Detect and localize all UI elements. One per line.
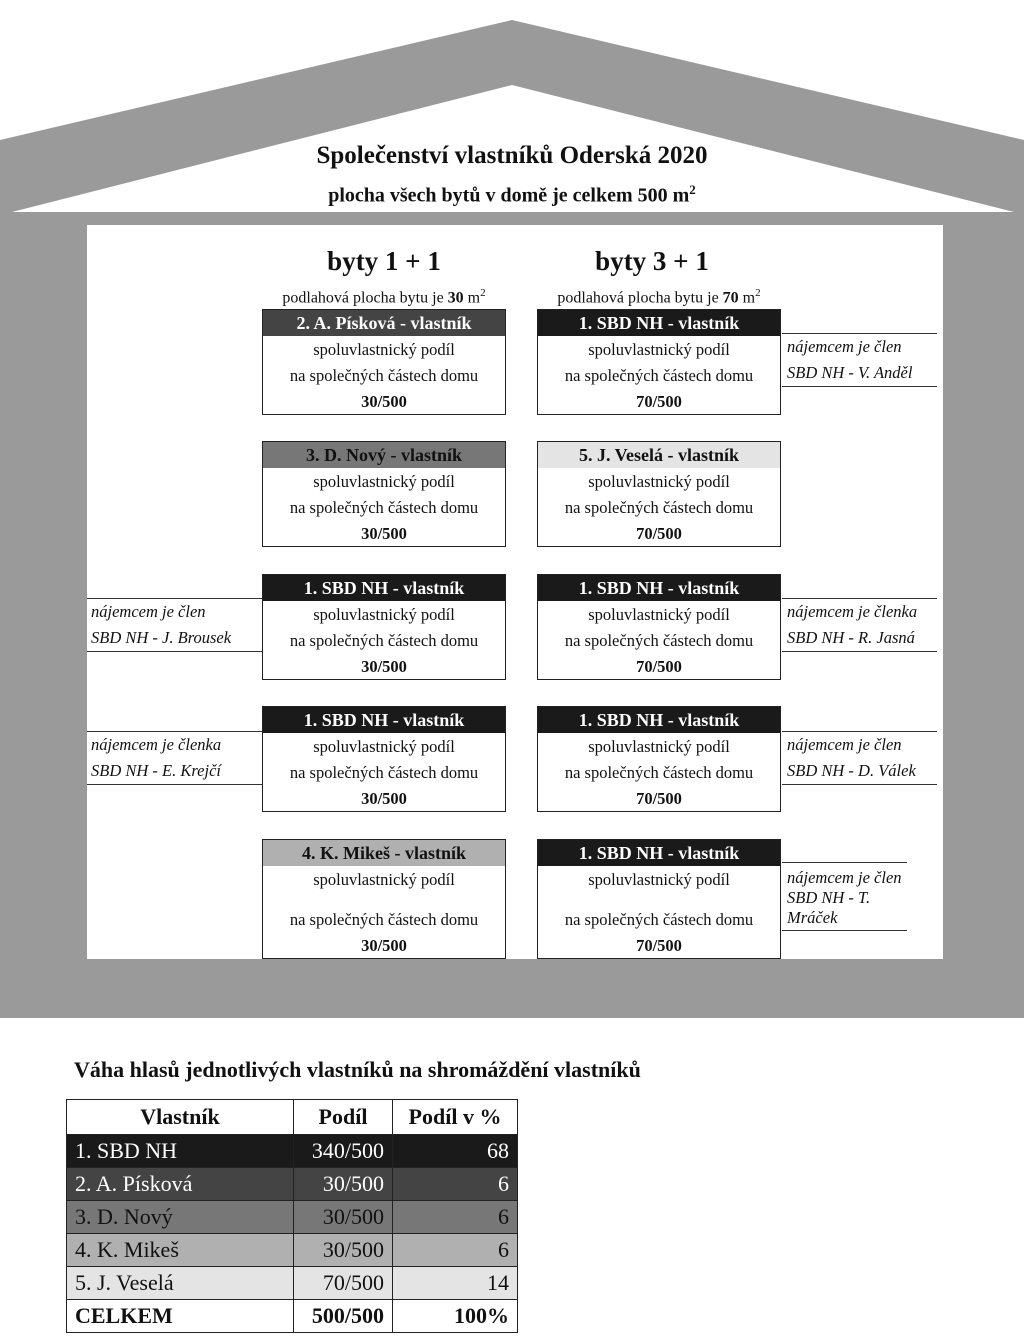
flat-owner: 5. J. Veselá - vlastník <box>538 442 780 468</box>
flat-line-2: na společných částech domu <box>564 631 754 650</box>
flat-share: 70/500 <box>636 657 682 676</box>
flat-line-2: na společných částech domu <box>564 366 754 385</box>
share-cell: 70/500 <box>294 1267 393 1300</box>
flat-share: 30/500 <box>361 657 407 676</box>
share-cell: 340/500 <box>294 1135 393 1168</box>
flat-box <box>537 309 781 415</box>
tenant-line-2: SBD NH - R. Jasná <box>782 625 937 652</box>
flat-share: 30/500 <box>361 392 407 411</box>
area-sup: 2 <box>480 287 486 299</box>
flat-line-2: na společných částech domu <box>289 366 479 385</box>
owner-cell: 4. K. Mikeš <box>67 1234 294 1267</box>
flat-box <box>262 309 506 415</box>
tenant-line-2: SBD NH - D. Válek <box>782 758 937 785</box>
flat-owner: 1. SBD NH - vlastník <box>538 310 780 336</box>
flat-line-1: spoluvlastnický podíl <box>313 737 455 756</box>
flat-line-1: spoluvlastnický podíl <box>588 340 730 359</box>
page-subtitle <box>0 182 1024 208</box>
tenant-line-1: nájemcem je člen <box>787 868 902 887</box>
tenant-line-1: nájemcem je členka <box>782 598 937 625</box>
tenant-line-2: SBD NH - T. Mráček <box>787 888 871 927</box>
share-cell: 30/500 <box>294 1201 393 1234</box>
flat-share: 30/500 <box>361 936 407 955</box>
flat-line-1: spoluvlastnický podíl <box>313 340 455 359</box>
flat-box <box>537 574 781 680</box>
tenant-note <box>782 598 937 652</box>
flat-line-2: na společných částech domu <box>564 910 754 929</box>
area-prefix: podlahová plocha bytu je <box>557 289 723 307</box>
area-note-right <box>529 287 789 307</box>
votes-table <box>66 1099 518 1333</box>
area-value: 70 <box>722 289 739 307</box>
flat-owner: 1. SBD NH - vlastník <box>263 707 505 733</box>
area-note-left <box>254 287 514 307</box>
percent-cell: 6 <box>393 1168 518 1201</box>
tenant-note <box>782 333 937 387</box>
flat-share: 70/500 <box>636 789 682 808</box>
flat-share: 30/500 <box>361 524 407 543</box>
flat-line-1: spoluvlastnický podíl <box>588 870 730 889</box>
tenant-line-2: SBD NH - E. Krejčí <box>87 758 262 785</box>
header-owner: Vlastník <box>67 1100 294 1135</box>
flat-owner: 3. D. Nový - vlastník <box>263 442 505 468</box>
tenant-line-1: nájemcem je člen <box>782 333 937 360</box>
flat-box <box>537 706 781 812</box>
flat-line-2: na společných částech domu <box>289 763 479 782</box>
tenant-note <box>87 731 262 785</box>
share-cell: 30/500 <box>294 1168 393 1201</box>
tenant-note <box>87 598 262 652</box>
page-title: Společenství vlastníků Oderská 2020 <box>316 142 708 169</box>
table-row <box>67 1135 518 1168</box>
area-unit: m <box>738 289 756 307</box>
flat-owner: 2. A. Písková - vlastník <box>263 310 505 336</box>
percent-cell: 6 <box>393 1234 518 1267</box>
table-row <box>67 1201 518 1234</box>
flat-line-1: spoluvlastnický podíl <box>588 737 730 756</box>
percent-cell: 68 <box>393 1135 518 1168</box>
table-row <box>67 1234 518 1267</box>
total-percent: 100% <box>393 1300 518 1333</box>
flat-box <box>262 574 506 680</box>
owner-cell: 2. A. Písková <box>67 1168 294 1201</box>
column-heading-left: byty 1 + 1 <box>327 246 441 276</box>
tenant-line-1: nájemcem je člen <box>782 731 937 758</box>
percent-cell: 6 <box>393 1201 518 1234</box>
flat-share: 30/500 <box>361 789 407 808</box>
total-label: CELKEM <box>67 1300 294 1333</box>
flat-owner: 1. SBD NH - vlastník <box>538 840 780 866</box>
column-heading-right: byty 3 + 1 <box>595 246 709 276</box>
tenant-line-1: nájemcem je člen <box>87 598 262 625</box>
flat-line-2: na společných částech domu <box>564 763 754 782</box>
flat-line-2: na společných částech domu <box>289 631 479 650</box>
area-prefix: podlahová plocha bytu je <box>282 289 448 307</box>
flat-line-1: spoluvlastnický podíl <box>313 870 455 889</box>
flat-box <box>262 706 506 812</box>
total-share: 500/500 <box>294 1300 393 1333</box>
total-row <box>67 1300 518 1333</box>
flat-box <box>537 839 781 959</box>
flat-box <box>262 839 506 959</box>
flat-share: 70/500 <box>636 392 682 411</box>
table-header-row <box>67 1100 518 1135</box>
owner-cell: 5. J. Veselá <box>67 1267 294 1300</box>
tenant-note <box>782 731 937 785</box>
percent-cell: 14 <box>393 1267 518 1300</box>
tenant-line-1: nájemcem je členka <box>87 731 262 758</box>
flat-line-2: na společných částech domu <box>289 910 479 929</box>
table-row <box>67 1168 518 1201</box>
table-row <box>67 1267 518 1300</box>
tenant-note <box>782 862 940 931</box>
flat-owner: 1. SBD NH - vlastník <box>538 707 780 733</box>
tenant-text <box>782 862 907 931</box>
flat-line-1: spoluvlastnický podíl <box>588 605 730 624</box>
flat-line-1: spoluvlastnický podíl <box>313 605 455 624</box>
flat-line-1: spoluvlastnický podíl <box>588 472 730 491</box>
area-value: 30 <box>447 289 464 307</box>
flat-line-2: na společných částech domu <box>289 498 479 517</box>
area-unit: m <box>463 289 481 307</box>
flat-line-1: spoluvlastnický podíl <box>313 472 455 491</box>
flat-owner: 1. SBD NH - vlastník <box>538 575 780 601</box>
votes-title: Váha hlasů jednotlivých vlastníků na shromáždění vlastníků <box>74 1057 641 1082</box>
subtitle-text: plocha všech bytů v domě je celkem 500 m <box>328 184 690 207</box>
flat-share: 70/500 <box>636 936 682 955</box>
subtitle-sup: 2 <box>689 182 696 197</box>
flat-share: 70/500 <box>636 524 682 543</box>
flat-owner: 4. K. Mikeš - vlastník <box>263 840 505 866</box>
owner-cell: 1. SBD NH <box>67 1135 294 1168</box>
header-percent: Podíl v % <box>393 1100 518 1135</box>
flat-box <box>262 441 506 547</box>
flat-line-2: na společných částech domu <box>564 498 754 517</box>
flat-owner: 1. SBD NH - vlastník <box>263 575 505 601</box>
tenant-line-2: SBD NH - J. Brousek <box>87 625 262 652</box>
flat-box <box>537 441 781 547</box>
share-cell: 30/500 <box>294 1234 393 1267</box>
tenant-line-2: SBD NH - V. Anděl <box>782 360 937 387</box>
area-sup: 2 <box>755 287 761 299</box>
header-share: Podíl <box>294 1100 393 1135</box>
owner-cell: 3. D. Nový <box>67 1201 294 1234</box>
